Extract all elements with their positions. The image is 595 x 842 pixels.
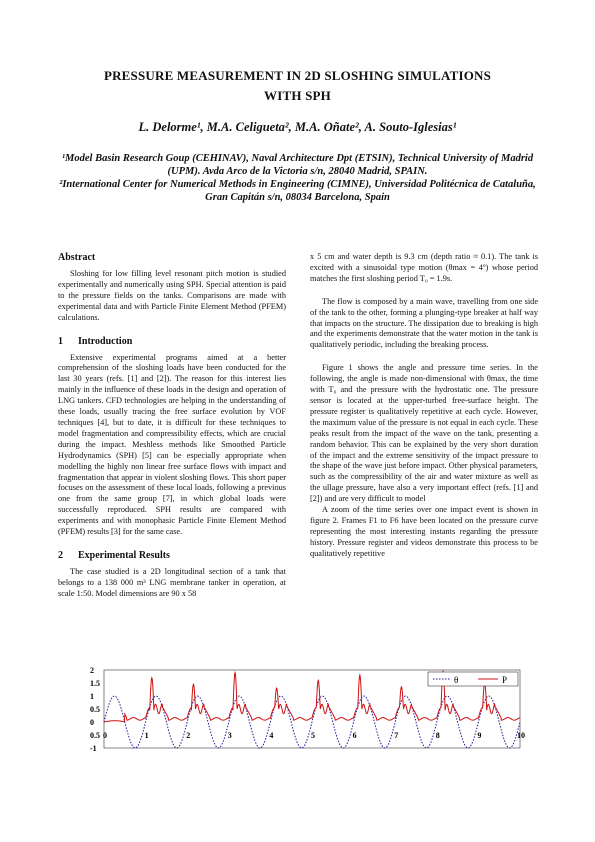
affiliations [52, 152, 543, 204]
section-number: 2 [58, 549, 63, 561]
left-column [58, 252, 286, 600]
abstract-text: Sloshing for low filling level resonant pitch motion is studied experimentally and numerically using SPH. Special attention is paid to the pressure fields on the tanks. Comparisons are made with experimental data and with Particle Finite Element Method (PFEM) calculations. [58, 269, 286, 322]
paper-title [40, 66, 555, 106]
flow-paragraph: The flow is composed by a main wave, travelling from one side of the tank to the other, forming a plunging-type breaker at half way that impacts on the structure. The dissipation due to breaking is high and the experiments demonstrate that the water motion in the tank is qualitatively periodic, including the breaking process. [310, 296, 538, 350]
x-tick-label: 6 [352, 731, 357, 741]
chart-svg [80, 664, 525, 756]
affiliation-2: ²International Center for Numerical Methods in Engineering (CIMNE), Universidad Politécnica de Cataluña, Gran Capitán s/n, 08034 Barcelona, Spain [59, 179, 536, 203]
series-theta-line [104, 696, 520, 748]
x-tick-label: 1 [144, 731, 149, 741]
experimental-heading [58, 550, 286, 562]
experimental-text-left: The case studied is a 2D longitudinal section of a tank that belongs to a 138 000 m³ LNG membrane tanker in operation, at scale 1:50. Model dimensions are 90 x 58 [58, 566, 286, 598]
figure-1-chart [80, 664, 525, 756]
abstract-section [58, 252, 286, 324]
x-tick-label: 9 [477, 731, 482, 741]
y-tick-label: 0 [90, 718, 94, 727]
introduction-heading [58, 336, 286, 348]
figure1-paragraph: Figure 1 shows the angle and pressure time series. In the following, the angle is made non-dimensional with θmax, the time with T₀ and the pressure with the hydrostatic one. The pressure sensor is located at the upper-turbed free-surface height. The pressure register is qualitatively repetitive at each cycle. However, the maximum value of the pressure is not equal in each cycle. These peaks result from the impact of the wave on the tank, presenting a random behavior. This can be explained by the very short duration of the impact and the extreme sensitivity of the impact pressure to the shape of the wave just before impact. Other physical parameters, such as the compressibility of the air and water mixture as well as the ullage pressure, have also a very important effect (refs. [1] and [2]) and are very difficult to model [310, 363, 538, 504]
right-column [310, 252, 538, 560]
y-tick-label: 2 [90, 666, 94, 675]
section-title: Introduction [78, 335, 133, 347]
section-title: Experimental Results [78, 549, 170, 561]
title-line-1: PRESSURE MEASUREMENT IN 2D SLOSHING SIMULATIONS [103, 68, 492, 83]
y-tick-label: -1 [90, 744, 97, 753]
y-tick-label: 0.5 [90, 731, 100, 740]
y-tick-label: 1.5 [90, 679, 100, 688]
y-tick-label: 1 [90, 692, 94, 701]
x-tick-label: 4 [269, 731, 274, 741]
x-tick-label: 8 [435, 731, 440, 741]
abstract-heading: Abstract [58, 252, 96, 263]
title-line-2: WITH SPH [264, 88, 331, 103]
y-tick-label: 0.5 [90, 705, 100, 714]
section-number: 1 [58, 335, 63, 347]
affiliation-1: ¹Model Basin Research Goup (CEHINAV), Naval Architecture Dpt (ETSIN), Technical University of Madrid (UPM). Avda Arco de la Victoria s/n, 28040 Madrid, SPAIN. [61, 153, 534, 177]
x-tick-label: 10 [517, 731, 525, 741]
zoom-paragraph: A zoom of the time series over one impact event is shown in figure 2. Frames F1 to F6 have been located on the pressure curve representing the most interesting instants regarding the pressure history. Pressure register and videos demonstrate this process to be qualitatively repetitive [310, 505, 538, 558]
x-tick-label: 0 [103, 731, 107, 741]
legend-pressure-label: P [502, 675, 508, 685]
authors: L. Delorme¹, M.A. Celigueta², M.A. Oñate², A. Souto-Iglesias¹ [138, 120, 457, 134]
x-tick-label: 2 [186, 731, 191, 741]
introduction-section [58, 336, 286, 538]
legend-theta-label: θ [454, 675, 459, 685]
introduction-text: Extensive experimental programs aimed at a better comprehension of the sloshing loads have been conducted for the last 30 years (refs. [1] and [2]). The reason for this interest lies mainly in the influence of these loads in the design and operation of LNG tankers. CFD technologies are helping in the understanding of these loads, usually tracing the free surface evolution by VOF techniques [4], but to date, it is difficult for these techniques to model fragmentation and compressibility effects, which are crucial during the impact. Meshless methods like Smoothed Particle Hydrodynamics (SPH) [5] can be especially appropriate when modelling the highly non linear free surface flows with impact and fragmentation that appear in violent sloshing flows. This short paper focuses on the assessment of these local loads, following a previous one from the same group [7], in which global loads were successfully reproduced. SPH results are compared with experiments and with monophasic Particle Finite Element Method (PFEM) results [3] for the same case. [58, 352, 286, 537]
x-tick-label: 3 [227, 731, 232, 741]
x-tick-label: 7 [394, 731, 399, 741]
x-tick-label: 5 [311, 731, 315, 741]
experimental-section [58, 550, 286, 600]
experimental-text-right: x 5 cm and water depth is 9.3 cm (depth ratio ≈ 0.1). The tank is excited with a sinusoidal type motion (θmax = 4º) whose period matches the first sloshing period T₀ = 1.9s. [310, 252, 538, 283]
